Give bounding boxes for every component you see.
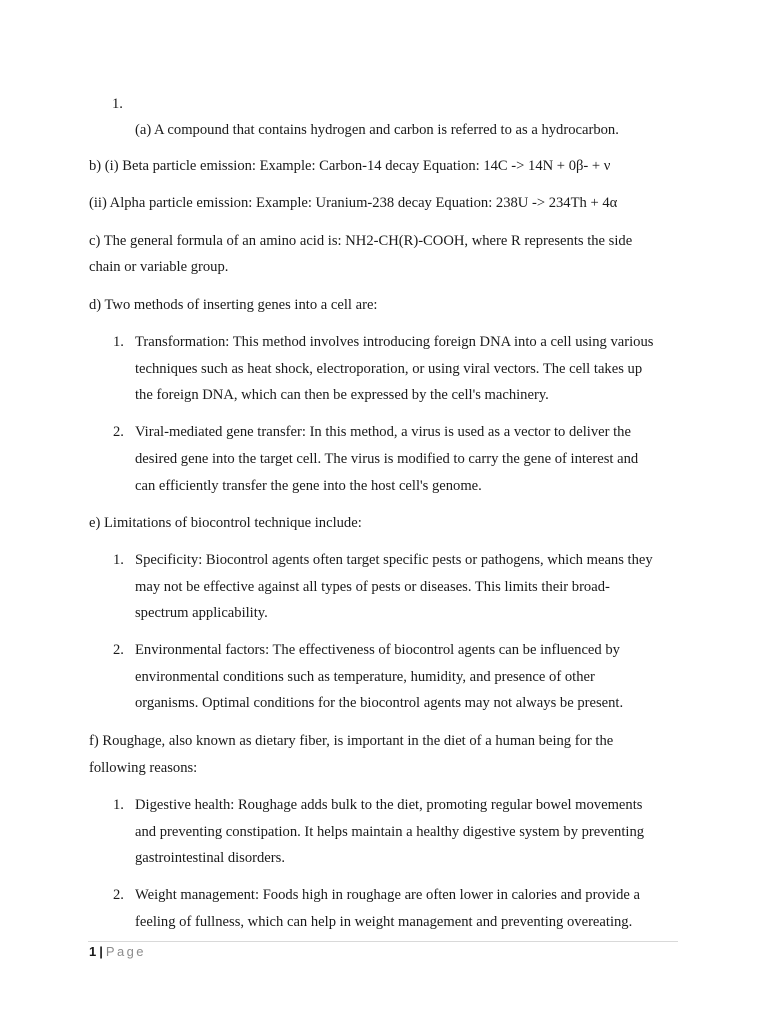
footer-separator: | [99, 944, 103, 959]
list-item-line: techniques such as heat shock, electroporation, or using viral vectors. The cell takes up [135, 361, 643, 377]
page-number: 1 [89, 944, 97, 959]
question-number: 1. [112, 96, 123, 112]
list-item-line: spectrum applicability. [135, 605, 268, 621]
list-item-line: Transformation: This method involves introducing foreign DNA into a cell using various [135, 334, 654, 350]
answer-e-intro: e) Limitations of biocontrol technique include: [89, 515, 362, 531]
list-item-line: Weight management: Foods high in roughage are often lower in calories and provide a [135, 887, 640, 903]
list-item-line: environmental conditions such as temperature, humidity, and presence of other [135, 669, 595, 685]
list-item-number: 2. [113, 642, 124, 658]
list-item-line: gastrointestinal disorders. [135, 850, 285, 866]
list-item-number: 1. [113, 552, 124, 568]
answer-f-intro-line-2: following reasons: [89, 760, 198, 776]
list-item-number: 2. [113, 424, 124, 440]
list-item-line: desired gene into the target cell. The virus is modified to carry the gene of interest and [135, 451, 639, 467]
answer-c-line-1: c) The general formula of an amino acid is: NH2-CH(R)-COOH, where R represents the side [89, 233, 633, 249]
list-item-number: 2. [113, 887, 124, 903]
page-footer [89, 944, 146, 960]
page-label: Page [105, 944, 146, 959]
answer-d-intro: d) Two methods of inserting genes into a cell are: [89, 297, 378, 313]
list-item-line: feeling of fullness, which can help in weight management and preventing overeating. [135, 914, 633, 930]
answer-f-intro-line-1: f) Roughage, also known as dietary fiber, is important in the diet of a human being for the [89, 733, 614, 749]
answer-c-line-2: chain or variable group. [89, 259, 229, 275]
footer-divider [88, 941, 678, 942]
list-item-line: Environmental factors: The effectiveness of biocontrol agents can be influenced by [135, 642, 620, 658]
list-item-line: may not be effective against all types of pests or diseases. This limits their broad- [135, 579, 610, 595]
list-item-line: can efficiently transfer the gene into the host cell's genome. [135, 478, 482, 494]
answer-b-i: b) (i) Beta particle emission: Example: Carbon-14 decay Equation: 14C -> 14N + 0β- + ν [89, 158, 611, 174]
list-item-number: 1. [113, 797, 124, 813]
answer-a: (a) A compound that contains hydrogen and carbon is referred to as a hydrocarbon. [135, 122, 619, 138]
answer-b-ii: (ii) Alpha particle emission: Example: Uranium-238 decay Equation: 238U -> 234Th + 4α [89, 195, 618, 211]
list-item-line: Viral-mediated gene transfer: In this method, a virus is used as a vector to deliver the [135, 424, 631, 440]
list-item-line: and preventing constipation. It helps maintain a healthy digestive system by preventing [135, 824, 645, 840]
list-item-number: 1. [113, 334, 124, 350]
list-item-line: the foreign DNA, which can then be expressed by the cell's machinery. [135, 387, 549, 403]
list-item-line: Specificity: Biocontrol agents often target specific pests or pathogens, which means they [135, 552, 653, 568]
list-item-line: organisms. Optimal conditions for the biocontrol agents may not always be present. [135, 695, 624, 711]
list-item-line: Digestive health: Roughage adds bulk to the diet, promoting regular bowel movements [135, 797, 643, 813]
